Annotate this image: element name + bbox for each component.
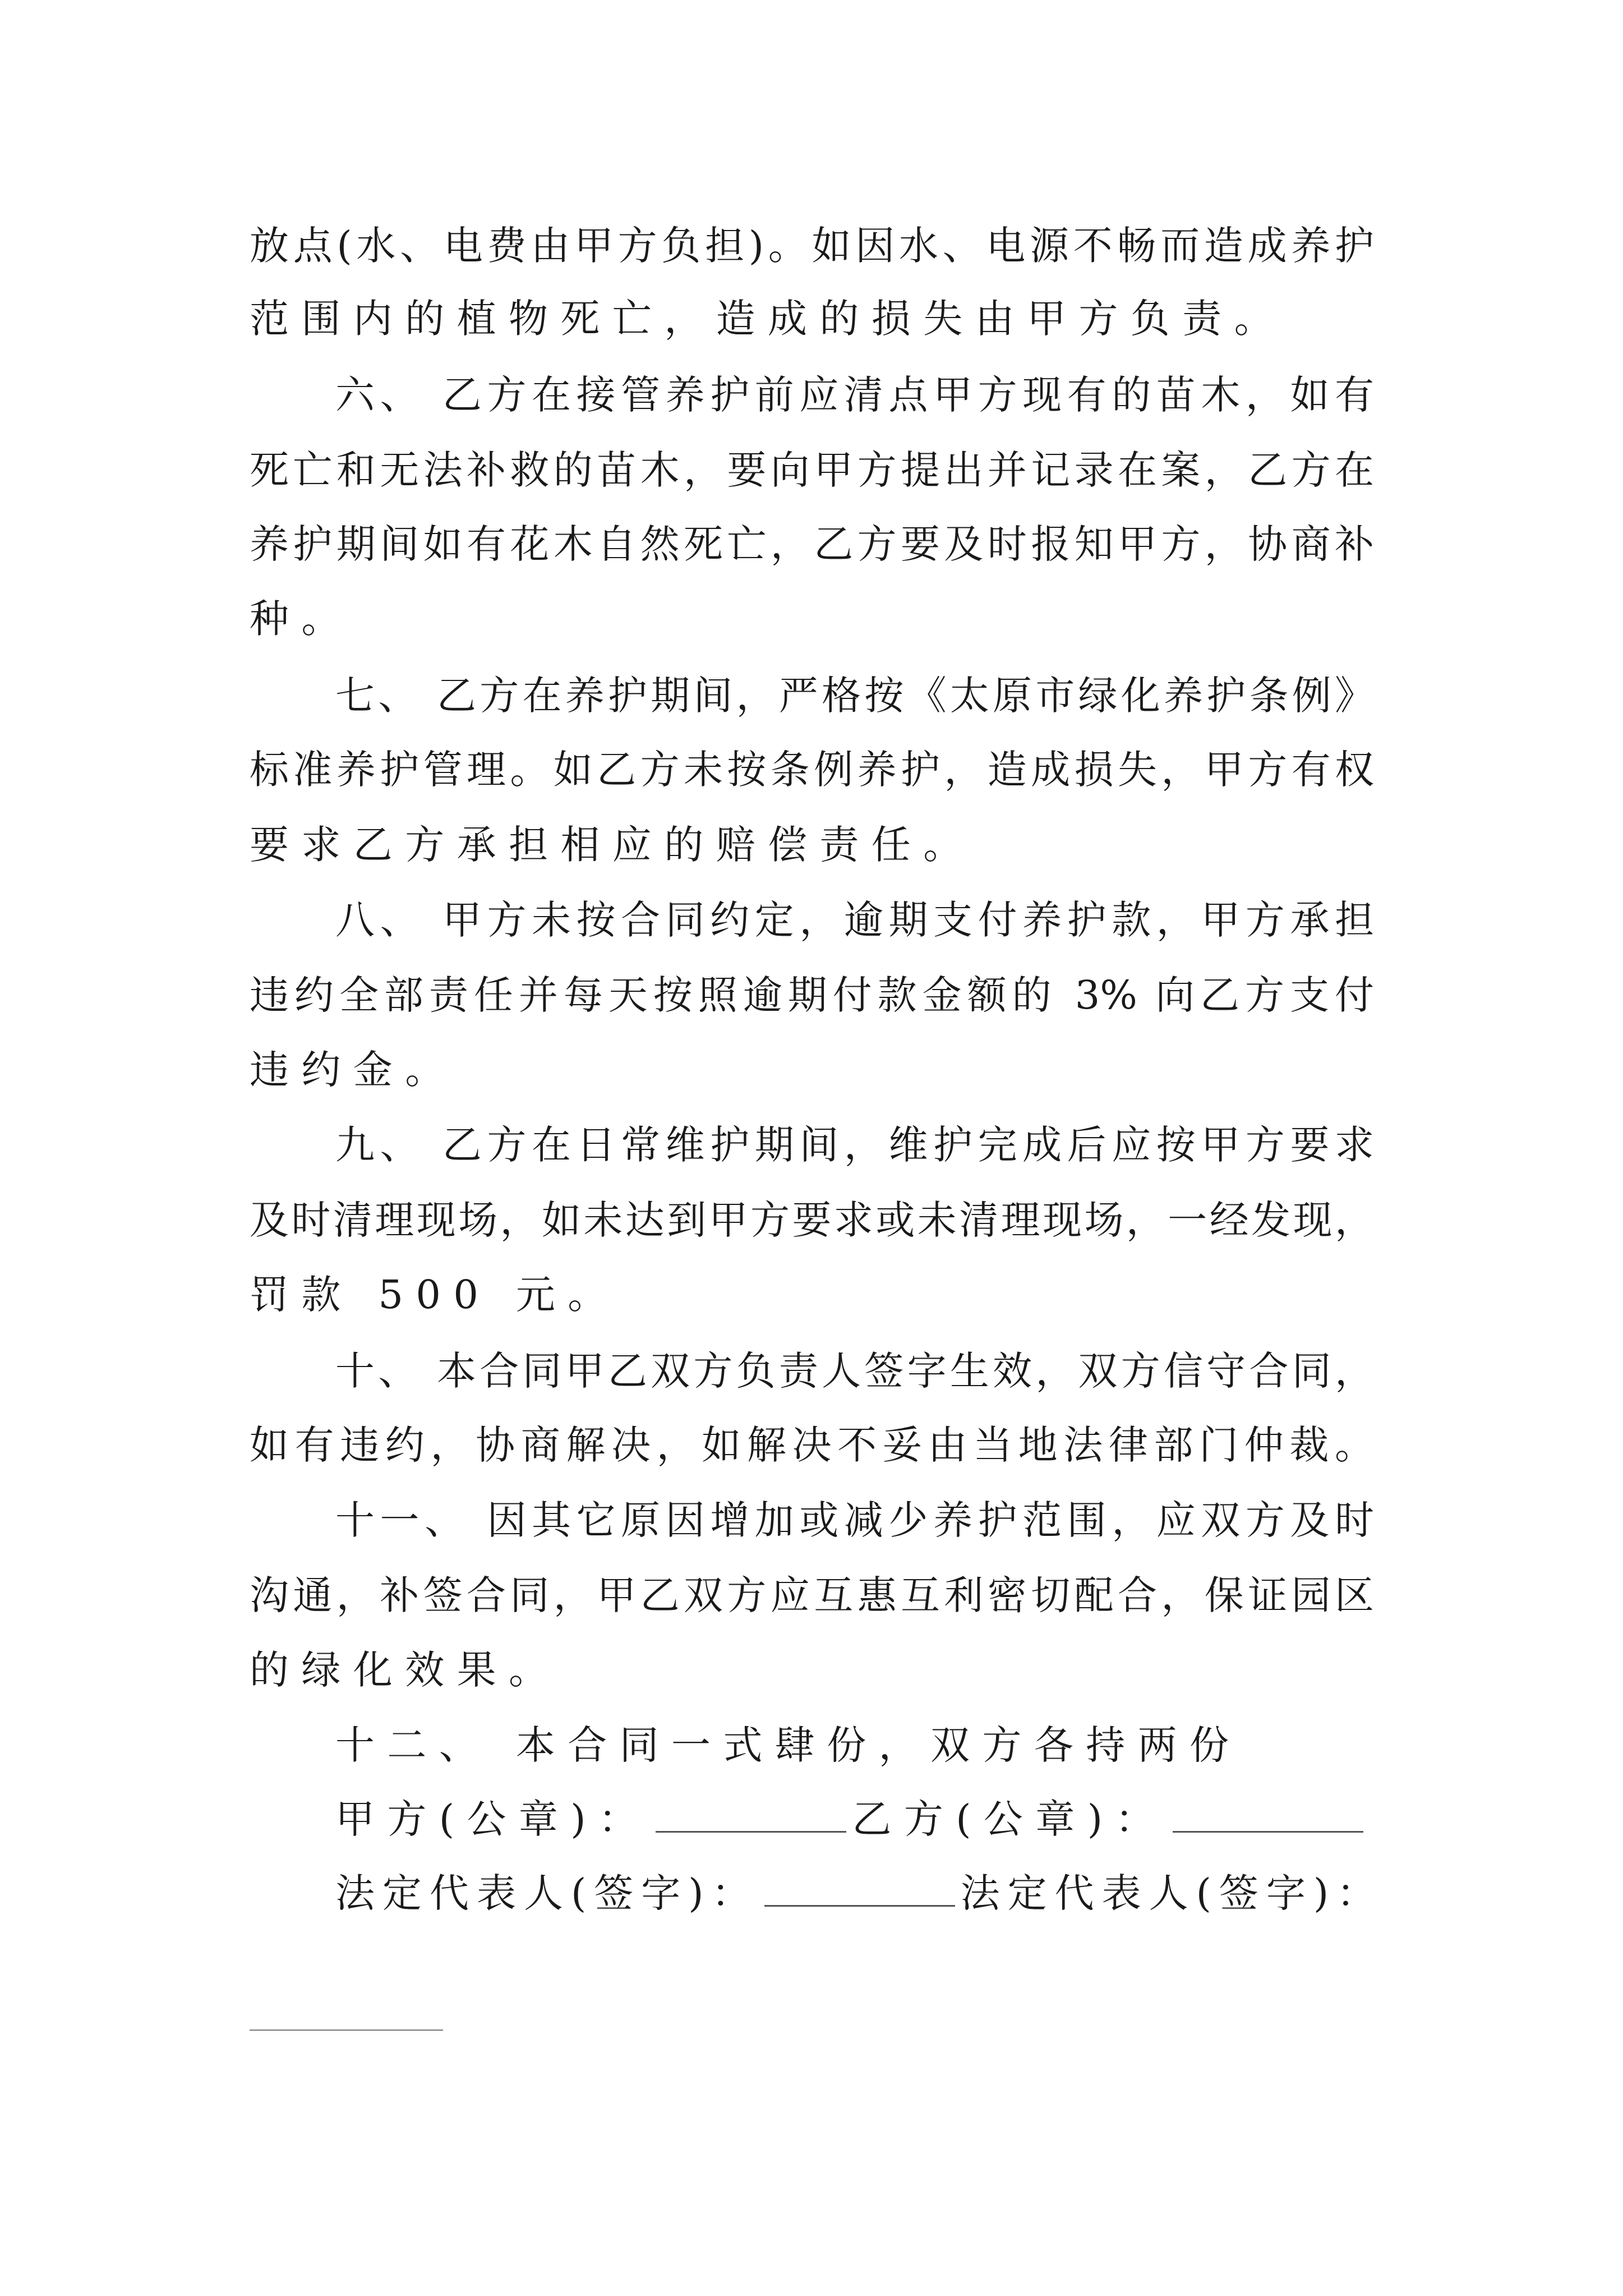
text-line: 范围内的植物死亡，造成的损失由甲方负责。 xyxy=(250,296,1286,342)
party-a-seal-blank xyxy=(656,1792,846,1833)
clause-8: 八、 甲方未按合同约定，逾期支付养护款，甲方承担 xyxy=(335,897,1374,943)
text-line: 如有违约，协商解决，如解决不妥由当地法律部门仲裁。 xyxy=(250,1422,1374,1468)
text-line: 种。 xyxy=(250,596,353,642)
text-line: 要求乙方承担相应的赔偿责任。 xyxy=(250,822,975,868)
clause-10: 十、 本合同甲乙双方负责人签字生效，双方信守合同， xyxy=(335,1348,1374,1394)
text-line: 放点(水、电费由甲方负担)。如因水、电源不畅而造成养护 xyxy=(250,223,1374,269)
text-line: 及时清理现场，如未达到甲方要求或未清理现场，一经发现， xyxy=(250,1197,1374,1243)
clause-9: 九、 乙方在日常维护期间，维护完成后应按甲方要求 xyxy=(335,1122,1374,1168)
text-line: 违约金。 xyxy=(250,1047,457,1093)
clause-6: 六、 乙方在接管养护前应清点甲方现有的苗木，如有 xyxy=(335,372,1374,418)
text-line: 罚款 500 元。 xyxy=(250,1272,620,1318)
party-a-rep-blank xyxy=(764,1866,955,1907)
party-b-seal-label: 乙方(公章)： xyxy=(852,1796,1167,1842)
clause-7: 七、 乙方在养护期间，严格按《太原市绿化养护条例》 xyxy=(335,673,1374,719)
signature-row-rep xyxy=(335,1865,1384,1921)
text-line: 违约全部责任并每天按照逾期付款金额的 3% 向乙方支付 xyxy=(250,972,1374,1018)
party-a-seal-label: 甲方(公章)： xyxy=(335,1796,651,1842)
text-line: 标准养护管理。如乙方未按条例养护，造成损失，甲方有权 xyxy=(250,747,1374,793)
party-b-rep-label: 法定代表人(签字)： xyxy=(960,1870,1384,1916)
clause-12: 十二、 本合同一式肆份，双方各持两份 xyxy=(335,1722,1242,1768)
text-line: 的绿化效果。 xyxy=(250,1647,561,1693)
text-line: 养护期间如有花木自然死亡，乙方要及时报知甲方，协商补 xyxy=(250,521,1374,567)
signature-row-seal xyxy=(335,1791,1369,1847)
text-line: 死亡和无法补救的苗木，要向甲方提出并记录在案，乙方在 xyxy=(250,447,1374,493)
clause-11: 十一、 因其它原因增加或减少养护范围，应双方及时 xyxy=(335,1497,1374,1543)
party-a-rep-label: 法定代表人(签字)： xyxy=(335,1870,759,1916)
party-b-seal-blank xyxy=(1173,1792,1363,1833)
text-line: 沟通，补签合同，甲乙双方应互惠互利密切配合，保证园区 xyxy=(250,1572,1374,1618)
footnote-rule xyxy=(250,2030,443,2031)
